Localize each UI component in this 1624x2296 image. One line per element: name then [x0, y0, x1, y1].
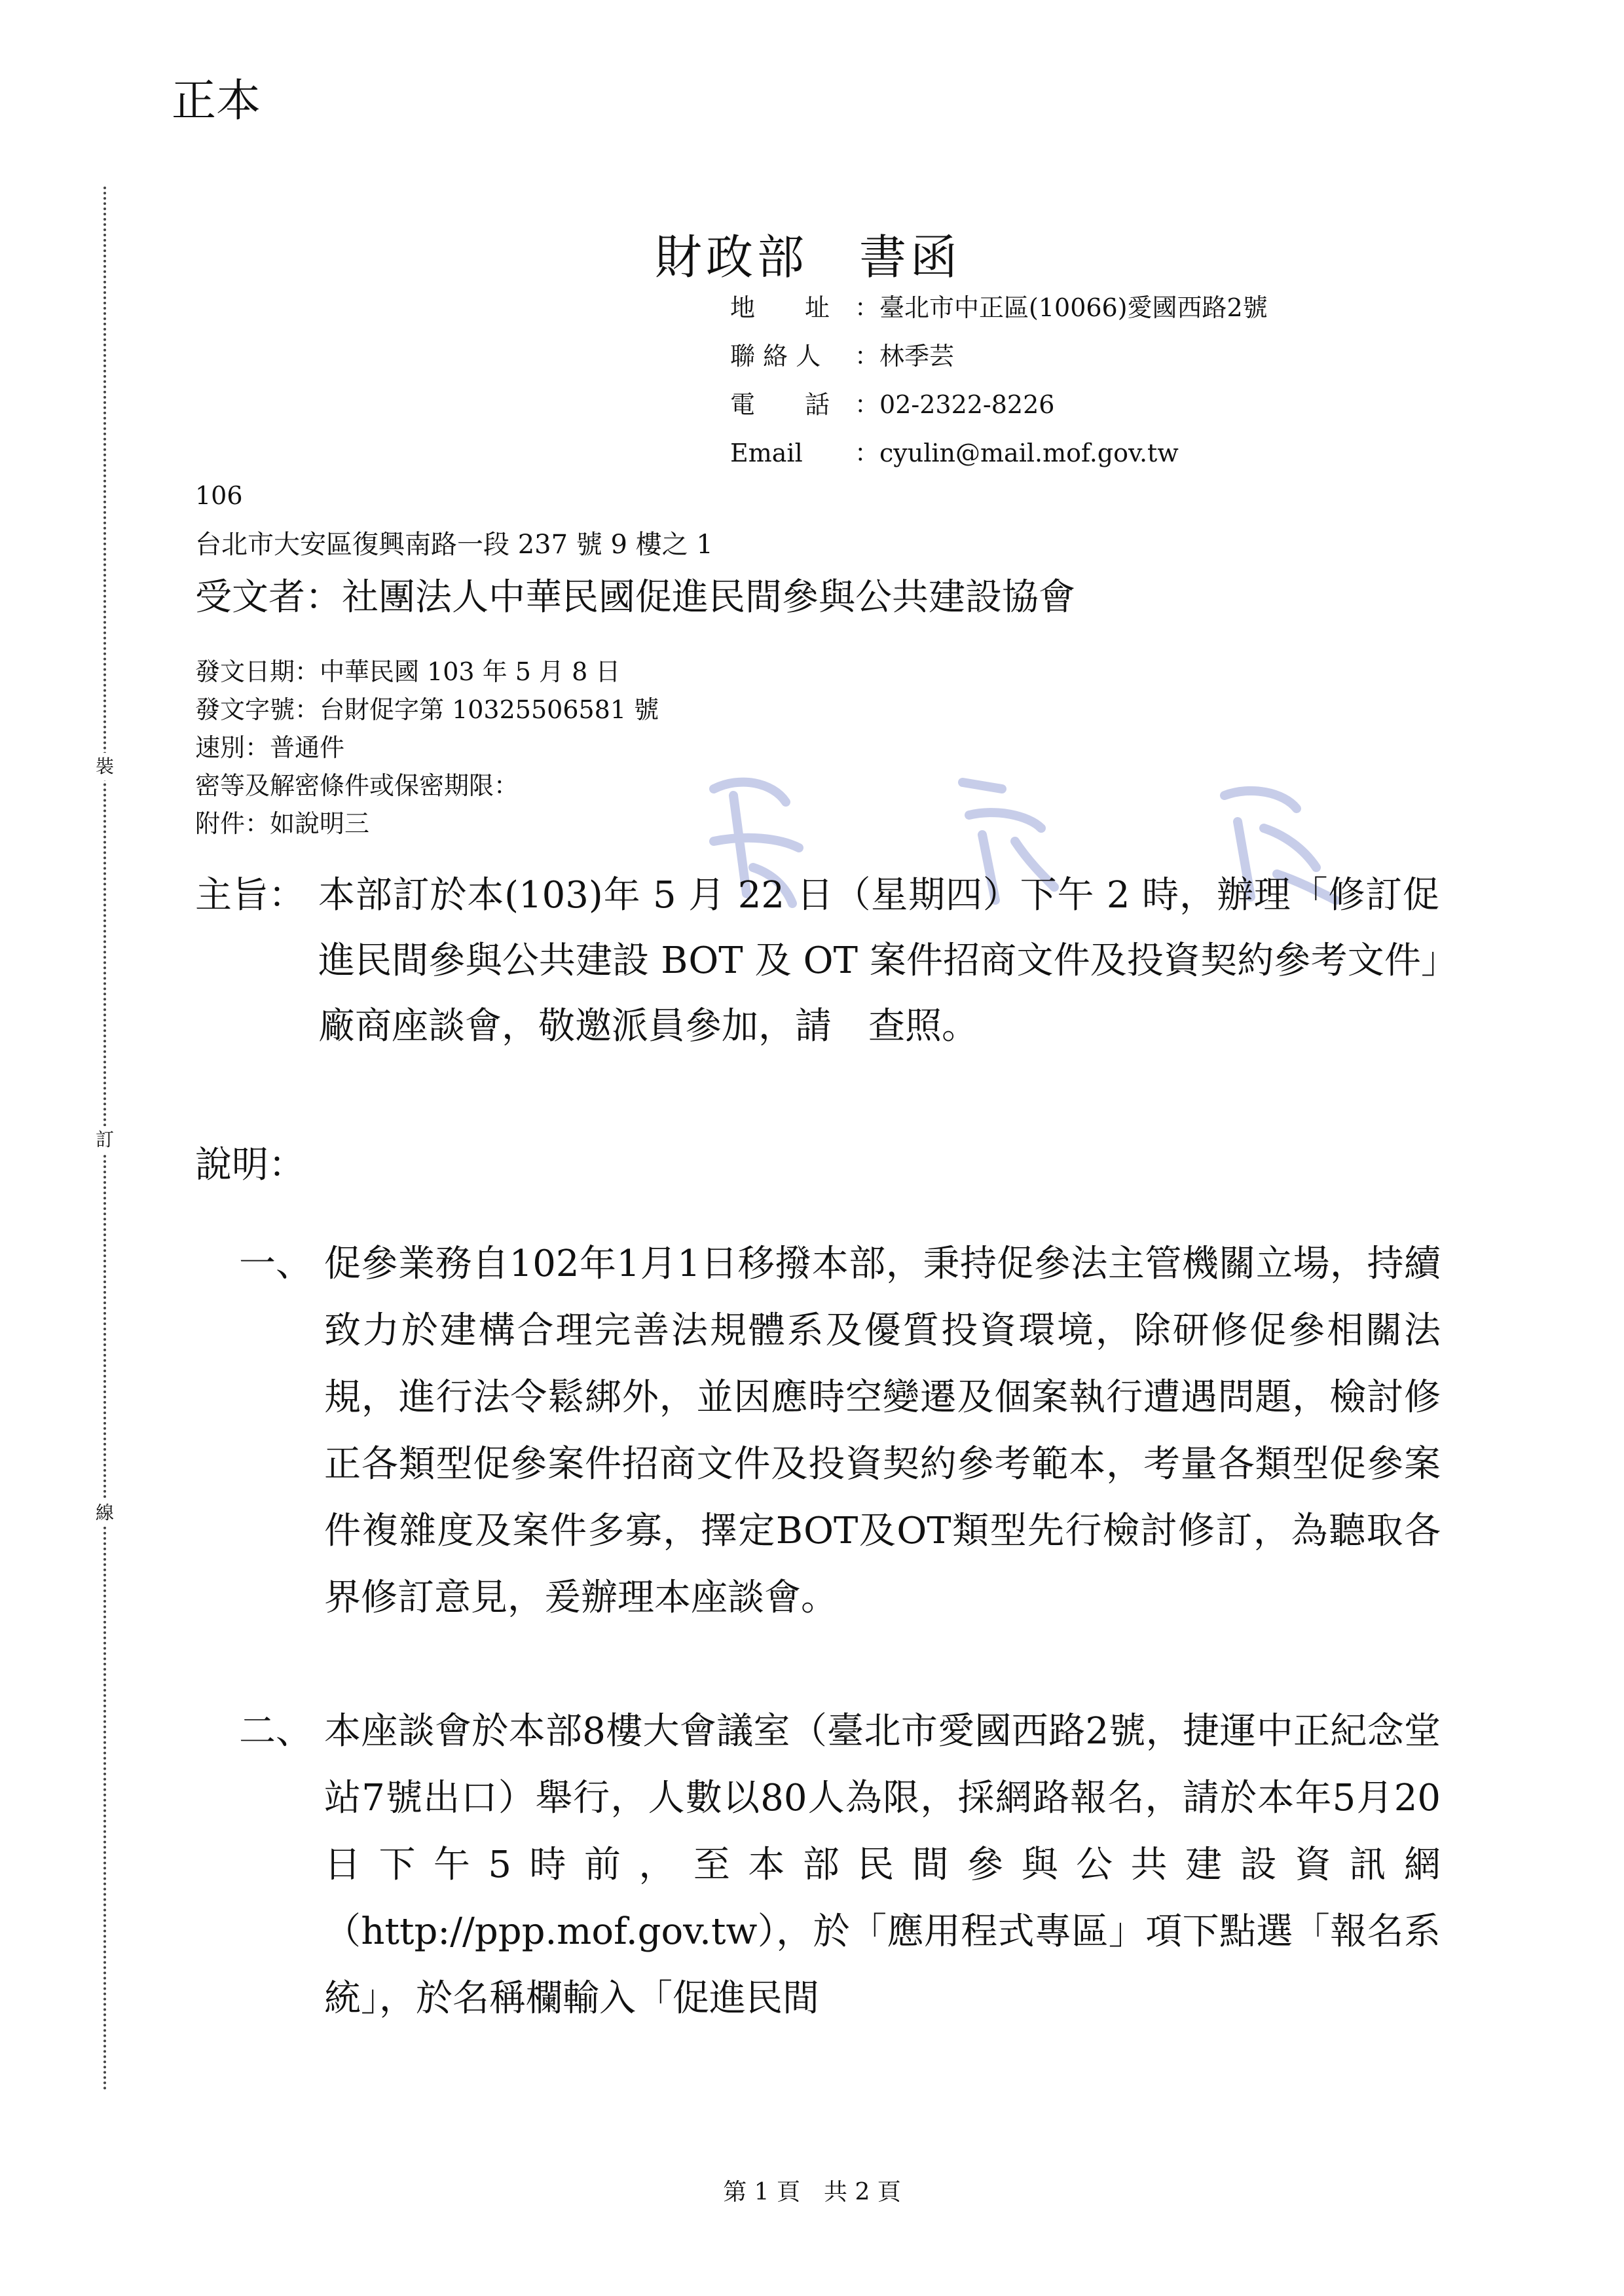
subject-label: 主旨： — [195, 874, 305, 917]
attachment: 附件：如說明三 — [195, 809, 370, 838]
sender-address-colon: ： — [855, 293, 880, 322]
explanation-item — [239, 1698, 1441, 2032]
page-number: 第 1 頁 共 2 頁 — [723, 2179, 901, 2206]
explanation-item — [239, 1231, 1441, 1631]
item-number: 一、 — [239, 1243, 312, 1285]
sender-address — [730, 288, 1268, 327]
document-number: 發文字號：台財促字第 10325506581 號 — [195, 695, 659, 724]
classification: 密等及解密條件或保密期限： — [195, 771, 519, 800]
item-number: 二、 — [239, 1710, 312, 1753]
sender-address-label: 地 址 — [730, 293, 830, 322]
issue-date: 發文日期：中華民國 103 年 5 月 8 日 — [195, 657, 621, 686]
sender-contact-colon: ： — [855, 342, 880, 371]
urgency: 速別：普通件 — [195, 733, 345, 762]
sender-phone-colon: ： — [855, 390, 880, 419]
sender-contact-value: 林季芸 — [879, 342, 955, 371]
binding-mark-bind: 裝 — [96, 753, 114, 780]
subject-text: 本部訂於本(103)年 5 月 22 日（星期四）下午 2 時，辦理「修訂促進民間參與公共建設 BOT 及 OT 案件招商文件及投資契約參考文件」廠商座談會，敬邀派員參加，請 查照。 — [318, 874, 1439, 1048]
sender-email — [730, 433, 1179, 473]
explanation-heading: 說明： — [195, 1144, 305, 1186]
subject-section — [195, 863, 1439, 1059]
sender-contact — [730, 337, 954, 376]
recipient-postcode: 106 — [195, 481, 243, 510]
document-title: 財政部 書函 — [655, 230, 962, 285]
sender-phone-label: 電 話 — [730, 390, 830, 419]
recipient-address: 台北市大安區復興南路一段 237 號 9 樓之 1 — [195, 530, 713, 560]
sender-email-value: cyulin@mail.mof.gov.tw — [879, 439, 1179, 467]
item-text: 本座談會於本部8樓大會議室（臺北市愛國西路2號，捷運中正紀念堂站7號出口）舉行，人數以80人為限，採網路報名，請於本年5月20日下午5時前，至本部民間參與公共建設資訊網（http://ppp.mof.gov.tw），於「應用程式專區」項下點選「報名系統」，於名稱欄輸入「促進民間 — [324, 1710, 1441, 2020]
sender-email-label: Email — [730, 439, 803, 467]
sender-address-value: 臺北市中正區(10066)愛國西路2號 — [879, 293, 1268, 322]
original-copy-mark: 正本 — [172, 75, 261, 127]
recipient: 受文者：社團法人中華民國促進民間參與公共建設協會 — [195, 576, 1075, 619]
binding-mark-line: 線 — [96, 1499, 114, 1527]
sender-phone — [730, 385, 1054, 424]
item-text: 促參業務自102年1月1日移撥本部，秉持促參法主管機關立場，持續致力於建構合理完善法規體系及優質投資環境，除研修促參相關法規，進行法令鬆綁外，並因應時空變遷及個案執行遭遇問題，檢討修正各類型促參案件招商文件及投資契約參考範本，考量各類型促參案件複雜度及案件多寡，擇定BOT及OT類型先行檢討修訂，為聽取各界修訂意見，爰辦理本座談會。 — [324, 1243, 1441, 1619]
binding-mark-staple: 訂 — [96, 1126, 114, 1154]
sender-email-colon: ： — [855, 439, 880, 467]
sender-phone-value: 02-2322-8226 — [879, 390, 1055, 419]
sender-contact-label: 聯 絡 人 — [730, 342, 821, 371]
